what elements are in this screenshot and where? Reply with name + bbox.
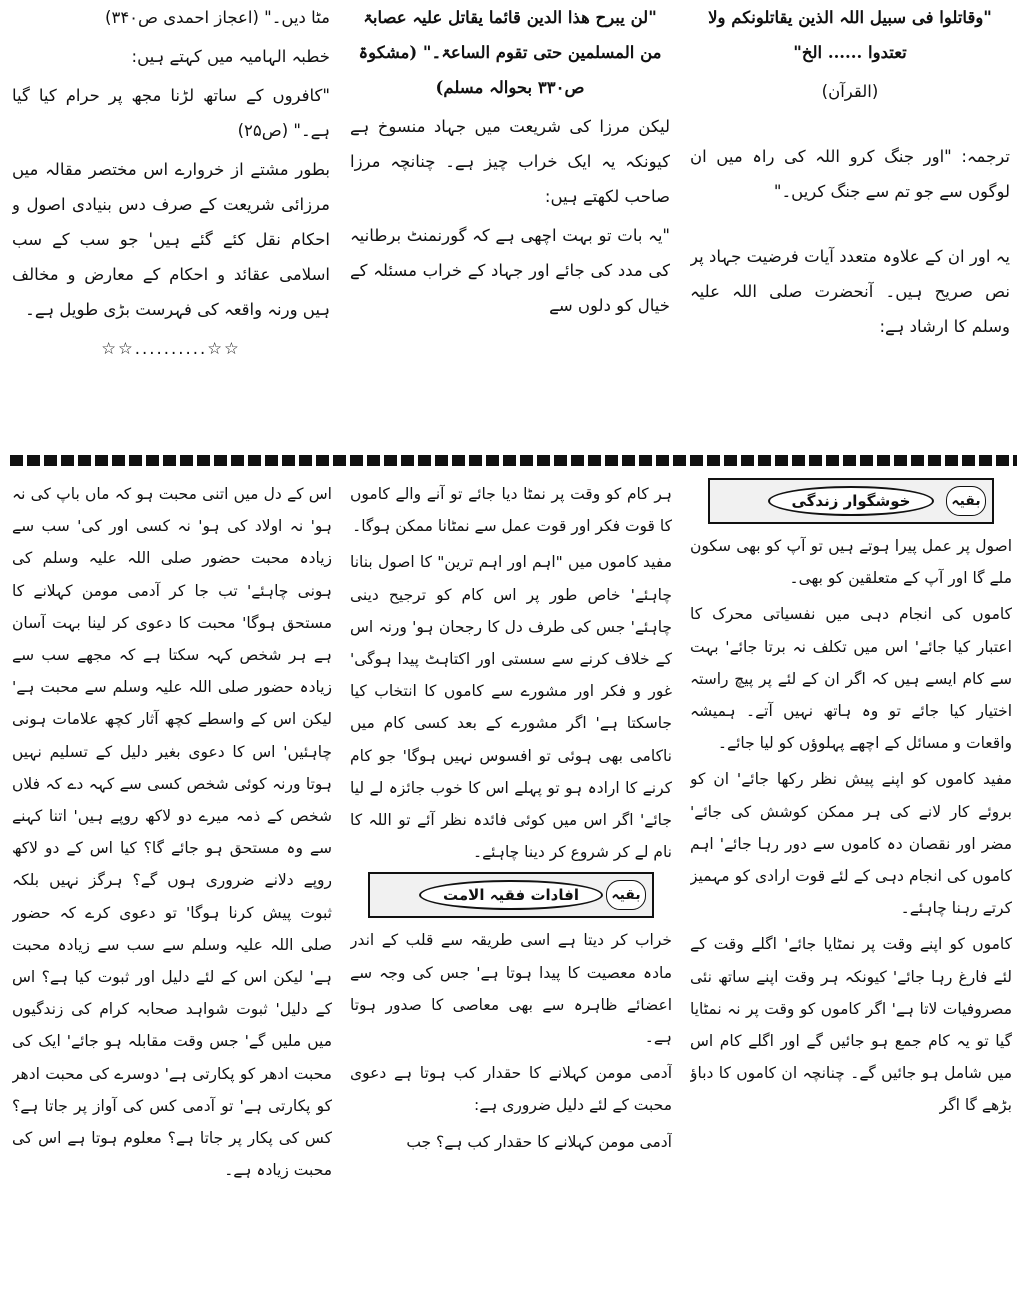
- mirza-quote: "یہ بات تو بہت اچھی ہے کہ گورنمنٹ برطانیہ کی مدد کی جائے اور جہاد کے خراب مسئلہ کے خیال کو دلوں سے: [350, 226, 670, 315]
- article-paragraph: کاموں کی انجام دہی میں نفسیاتی محرک کا اعتبار کیا جائے' اس میں تکلف نہ برتا جائے' بہت سے کام ایسے ہیں کہ اگر ان کے لئے پر پیچ راستہ اختیار کیا جائے تو وہ ہاتھ نہیں آتے۔ ہمیشہ واقعات و مسائل کے اچھے پہلوؤں کو لیا جائے۔: [690, 605, 1012, 753]
- top-column-left: [12, 0, 330, 450]
- article-paragraph: اصول پر عمل پیرا ہوتے ہیں تو آپ کو بھی سکون ملے گا اور آپ کے متعلقین کو بھی۔: [690, 537, 1012, 588]
- article-paragraph: اس کے دل میں اتنی محبت ہو کہ ماں باپ کی نہ ہو' نہ اولاد کی ہو' نہ کسی اور کی' سب سے زیادہ محبت حضور صلی اللہ علیہ وسلم کی ہونی چاہئے' تب جا کر آدمی مومن کہلانے کا مستحق ہوگا' محبت کا دعوی کر لینا بہت آسان ہے ہر شخص کہہ سکتا ہے کہ مجھے سب سے زیادہ حضور صلی اللہ علیہ وسلم سے محبت ہے' لیکن اس کے واسطے کچھ آثار کچھ علامات ہونی چاہئیں' اس کا دعوی بغیر دلیل کے تسلیم نہیں ہوتا ورنہ کوئی شخص کسی سے کہہ دے کہ فلاں شخص کے ذمہ میرے دو لاکھ روپے ہیں' اتنا کہنے سے وہ مستحق ہو جائے گا؟ کیا اس کے دو لاکھ روپے دلانے ضروری ہوں گے؟ ہرگز نہیں بلکہ ثبوت پیش کرنا ہوگا' تو دعوی کرے کہ حضور صلی اللہ علیہ وسلم سے سب سے زیادہ محبت ہے' لیکن اس کے لئے دلیل اور ثبوت کیا ہے؟ اس کے دلیل' ثبوت شواہد صحابہ کرام کی زندگیوں میں ملیں گے' جس وقت مقابلہ ہو جائے' ایک کی محبت ادھر کو پکارتی ہے' دوسرے کی محبت ادھر کو پکارتی ہے' تو آدمی کس کی آواز پر جاتا ہے؟ کس کی پکار پر جاتا ہے؟ معلوم ہوتا ہے اس کی محبت زیادہ ہے۔: [12, 485, 332, 1180]
- top-section: [0, 0, 1027, 450]
- article-paragraph: آدمی مومن کہلانے کا حقدار کب ہوتا ہے دعوی محبت کے لئے دلیل ضروری ہے:: [350, 1064, 672, 1115]
- continued-tag: بقیہ: [946, 486, 986, 516]
- verse-translation: ترجمہ: "اور جنگ کرو اللہ کی راہ میں ان لوگوں سے جو تم سے جنگ کریں۔": [690, 147, 1010, 201]
- article-paragraph: کاموں کو اپنے وقت پر نمٹایا جائے' اگلے وقت کے لئے فارغ رہا جائے' کیونکہ ہر وقت اپنے ساتھ نئی مصروفیات لاتا ہے' اگر کاموں کو وقت پر نہ نمٹایا گیا تو یہ کام جمع ہو جائیں گے اور اگلے کام اس میں شامل ہو جائیں گے۔ چنانچہ ان کاموں کا دباؤ بڑھے گا اگر: [690, 935, 1012, 1115]
- section-end-stars: ☆☆..........☆☆: [101, 339, 241, 358]
- article-paragraph: ہر کام کو وقت پر نمٹا دیا جائے تو آنے والے کاموں کا قوت فکر اور قوت عمل سے نمٹانا ممکن ہوگا۔: [350, 485, 672, 536]
- top-column-right: [690, 0, 1010, 450]
- mirza-paragraph: لیکن مرزا کی شریعت میں جہاد منسوخ ہے کیونکہ یہ ایک خراب چیز ہے۔ چنانچہ مرزا صاحب لکھتے ہیں:: [350, 117, 670, 206]
- continued-tag: بقیہ: [606, 880, 646, 910]
- bottom-column-right: [690, 478, 1012, 1316]
- top-column-middle: [350, 0, 670, 450]
- bottom-section: [0, 478, 1027, 1316]
- article-paragraph: مفید کاموں کو اپنے پیش نظر رکھا جائے' ان کو بروئے کار لانے کی ہر ممکن کوشش کی جائے' مضر اور نقصان دہ کاموں سے دور رہا جائے' اہم کاموں کی انجام دہی کے لئے قوت ارادی کو مہمیز کرتے رہنا چاہئے۔: [690, 770, 1012, 918]
- khutba-quote: "کافروں کے ساتھ لڑنا مجھ پر حرام کیا گیا ہے۔" (ص۲۵): [12, 86, 330, 140]
- quran-verse: "وقاتلوا فی سبیل اللہ الذین یقاتلونکم ولا تعتدوا ...... الخ": [708, 8, 992, 62]
- quran-reference: (القرآن): [821, 82, 879, 101]
- khutba-line: خطبہ الہامیہ میں کہتے ہیں:: [131, 47, 330, 66]
- bottom-column-middle: [350, 478, 672, 1316]
- hadith-text: "لن یبرح ھذا الدین قائما یقاتل علیہ عصابۃ من المسلمین حتی تقوم الساعۃ۔" (مشکوۃ ص۳۳۰ بحوالہ مسلم): [358, 8, 662, 97]
- continued-article-badge: [708, 478, 994, 524]
- quote-continuation: مٹا دیں۔" (اعجاز احمدی ص۳۴۰): [105, 8, 330, 27]
- jihad-paragraph: یہ اور ان کے علاوہ متعدد آیات فرضیت جہاد پر نص صریح ہیں۔ آنحضرت صلی اللہ علیہ وسلم کا ارشاد ہے:: [690, 247, 1010, 336]
- article-paragraph: خراب کر دیتا ہے اسی طریقہ سے قلب کے اندر مادہ معصیت کا پیدا ہوتا ہے' جس کی وجہ سے اعضائے ظاہرہ سے بھی معاصی کا صدور ہوتا ہے۔: [350, 931, 672, 1047]
- article-paragraph: مفید کاموں میں "اہم اور اہم ترین" کا اصول بنانا چاہئے' خاص طور پر اس کام کو ترجیح دینی چاہئے' جس کی طرف دل کا رجحان ہو' ورنہ اس کے خلاف کرنے سے سستی اور اکتاہٹ پیدا ہوگی' غور و فکر اور مشورے سے کاموں کا انتخاب کیا جاسکتا ہے' اگر مشورے کے بعد کسی کام میں ناکامی بھی ہوئی تو افسوس نہیں ہوگا' جو کام کرنے کا ارادہ ہو تو پہلے اس کا خوب جائزہ لے لیا جائے' اگر اس میں کوئی فائدہ نظر آئے تو اللہ کا نام لے کر شروع کر دینا چاہئے۔: [350, 553, 672, 862]
- conclusion-paragraph: بطور مشتے از خروارے اس مختصر مقالہ میں مرزائی شریعت کے صرف دس بنیادی اصول و احکام نقل کئے گئے ہیں' جو سب کے سب اسلامی عقائد و احکام کے معارض و مخالف ہیں ورنہ واقعہ کی فہرست بڑی طویل ہے۔: [12, 160, 330, 319]
- article-title: خوشگوار زندگی: [768, 486, 935, 516]
- bottom-column-left: [12, 478, 332, 1316]
- section-divider: [10, 455, 1017, 466]
- article-paragraph: آدمی مومن کہلانے کا حقدار کب ہے؟ جب: [406, 1132, 672, 1151]
- continued-article-badge: [368, 872, 654, 918]
- article-title: افادات فقیہ الامت: [419, 880, 603, 910]
